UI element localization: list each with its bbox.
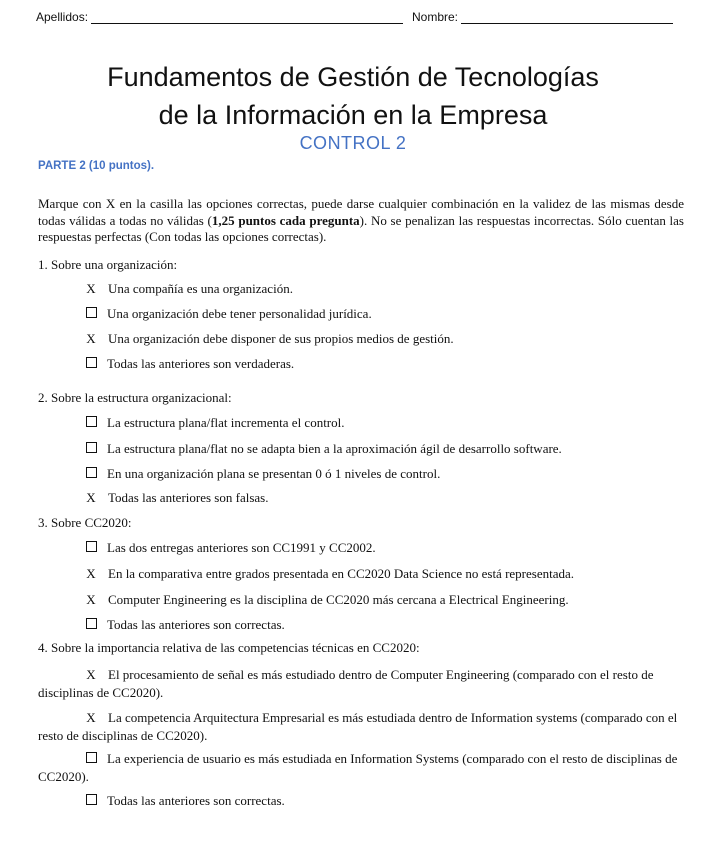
checkbox[interactable]	[86, 618, 97, 629]
option-4d[interactable]	[82, 792, 682, 810]
checkbox[interactable]	[86, 794, 97, 805]
instructions-text-2: ). No se penalizan las respuestas incorrectas. Sólo cuentan las respuestas perfectas (Con todas las opciones correctas).	[38, 212, 684, 244]
option-text: La estructura plana/flat incrementa el control.	[107, 415, 345, 430]
instructions-bold: 1,25 puntos cada pregunta	[211, 212, 360, 228]
instructions-text-1: Marque con X en la casilla las opciones correctas, puede darse cualquier combinación en la validez de las mismas desde todas válidas a todas no válidas (	[38, 196, 684, 228]
subtitle: CONTROL 2	[299, 133, 407, 153]
option-3a[interactable]	[82, 539, 682, 557]
option-text: Todas las anteriores son falsas.	[108, 490, 269, 505]
apellidos-blank[interactable]	[91, 11, 403, 24]
mark-x[interactable]: X	[86, 710, 96, 725]
question-2: 2. Sobre la estructura organizacional:	[38, 390, 232, 405]
nombre-label: Nombre:	[412, 10, 459, 24]
apellidos-label: Apellidos:	[36, 10, 89, 24]
option-2b[interactable]	[82, 440, 682, 458]
option-text: En la comparativa entre grados presentada en CC2020 Data Science no está representada.	[108, 566, 575, 581]
option-2d[interactable]	[82, 489, 682, 507]
option-1d[interactable]	[82, 355, 682, 373]
mark-x[interactable]: X	[86, 592, 96, 607]
nombre-field	[412, 10, 673, 24]
question-4: 4. Sobre la importancia relativa de las competencias técnicas en CC2020:	[38, 640, 420, 655]
option-3b[interactable]	[82, 565, 682, 583]
option-1b[interactable]	[82, 305, 682, 323]
option-text: Computer Engineering es la disciplina de CC2020 más cercana a Electrical Engineering.	[108, 592, 569, 607]
option-1c[interactable]	[82, 330, 682, 348]
option-1a[interactable]	[82, 280, 682, 298]
instructions	[38, 196, 684, 246]
title-line-1: Fundamentos de Gestión de Tecnologías	[107, 62, 599, 92]
checkbox[interactable]	[86, 752, 97, 763]
checkbox[interactable]	[86, 467, 97, 478]
checkbox[interactable]	[86, 307, 97, 318]
option-text: El procesamiento de señal es más estudiado dentro de Computer Engineering (comparado con el resto de disciplinas de CC2020).	[38, 667, 654, 700]
mark-x[interactable]: X	[86, 566, 96, 581]
option-2a[interactable]	[82, 414, 682, 432]
option-text: La competencia Arquitectura Empresarial es más estudiada dentro de Information systems (comparado con el resto de disciplinas de CC2020).	[38, 710, 678, 743]
option-3c[interactable]	[82, 591, 682, 609]
mark-x[interactable]: X	[86, 490, 96, 505]
nombre-blank[interactable]	[461, 11, 673, 24]
checkbox[interactable]	[86, 357, 97, 368]
option-text: Todas las anteriores son correctas.	[107, 793, 285, 808]
mark-x[interactable]: X	[86, 281, 96, 296]
option-text: Todas las anteriores son correctas.	[107, 617, 285, 632]
option-2c[interactable]	[82, 465, 682, 483]
checkbox[interactable]	[86, 442, 97, 453]
option-4b[interactable]	[38, 709, 684, 745]
apellidos-field	[36, 10, 403, 24]
question-3: 3. Sobre CC2020:	[38, 515, 132, 530]
checkbox[interactable]	[86, 541, 97, 552]
option-4a[interactable]	[38, 666, 684, 702]
checkbox[interactable]	[86, 416, 97, 427]
title-line-2: de la Información en la Empresa	[158, 100, 548, 130]
option-text: Una compañía es una organización.	[108, 281, 293, 296]
section-heading: PARTE 2 (10 puntos).	[38, 160, 155, 172]
option-text: Una organización debe disponer de sus propios medios de gestión.	[108, 331, 454, 346]
option-3d[interactable]	[82, 616, 682, 634]
option-text: La experiencia de usuario es más estudiada en Information Systems (comparado con el resto de disciplinas de CC2020).	[38, 751, 678, 784]
option-4c[interactable]	[38, 750, 684, 786]
option-text: Las dos entregas anteriores son CC1991 y CC2002.	[107, 540, 376, 555]
mark-x[interactable]: X	[86, 667, 96, 682]
question-1: 1. Sobre una organización:	[38, 257, 178, 272]
mark-x[interactable]: X	[86, 331, 96, 346]
option-text: Una organización debe tener personalidad jurídica.	[107, 306, 372, 321]
option-text: Todas las anteriores son verdaderas.	[107, 356, 295, 371]
option-text: En una organización plana se presentan 0 ó 1 niveles de control.	[107, 466, 441, 481]
option-text: La estructura plana/flat no se adapta bien a la aproximación ágil de desarrollo software.	[107, 441, 562, 456]
